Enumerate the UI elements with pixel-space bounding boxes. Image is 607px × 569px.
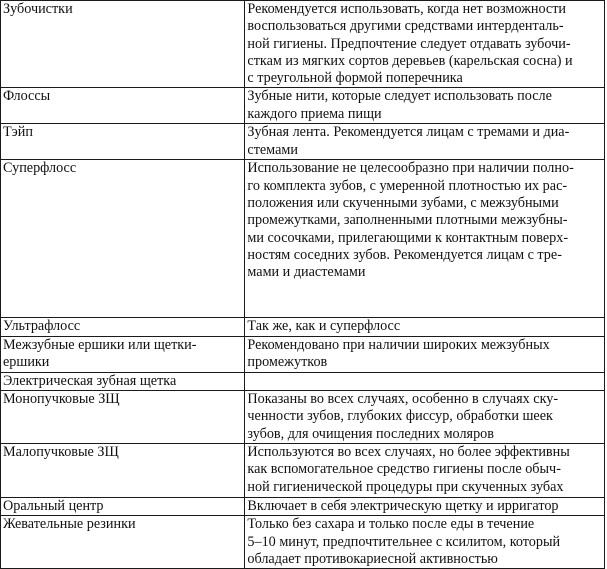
recommendation-line: мами и диастемами [247,264,366,281]
recommendation-line: Зубная лента. Рекомендуется лицам с тремами и диа- [247,124,570,141]
recommendation-line: с треугольной формой поперечника [247,70,463,87]
recommendation-line: обладает противокариесной активностью [247,550,498,567]
table-row [1,498,605,516]
table-row [1,336,605,372]
product-name: Жевательные резинки [3,516,136,533]
table-row [1,160,605,318]
product-name: Оральный центр [3,498,104,515]
recommendation-line: сткам из мягких сортов деревьев (карельская сосна) и [247,52,573,69]
product-name-line: Межзубные ершики или щетки- [3,336,197,353]
recommendation-line: Только без сахара и только после еды в течение [247,516,535,533]
recommendation-line: ной гигиенической процедуры при скученных зубах [247,478,564,495]
recommendation-line: го комплекта зубов, с умеренной плотностью их рас- [247,177,568,194]
table-row [1,88,605,124]
table-row [1,444,605,498]
product-name: Суперфлосс [3,160,77,177]
recommendation-line: Рекомендуется использовать, когда нет возможности [247,1,567,17]
recommendation-line: Использование не целесообразно при наличии полно- [247,160,574,177]
recommendation-line: Зубные нити, которые следует использовать после [247,88,552,105]
table-row [1,1,605,88]
recommendation-line: стемами [247,141,298,158]
recommendation-line: Так же, как и суперфлосс [247,318,401,335]
recommendation-line: ченности зубов, глубоких фиссур, обработки шеек [247,408,553,425]
recommendation-cell [245,336,605,372]
recommendation-cell [245,160,605,318]
product-name: Тэйп [3,124,33,141]
recommendation-line: воспользоваться другими средствами интерденталь- [247,18,564,35]
recommendation-cell [245,372,605,390]
product-name-cell [1,516,245,569]
table-row [1,318,605,336]
table-row [1,372,605,390]
product-name-cell [1,372,245,390]
product-name-cell [1,391,245,444]
product-name: Малопучковые ЗЩ [3,444,119,461]
product-name-cell [1,88,245,124]
recommendation-line: зубов, для очищения последних моляров [247,425,494,442]
recommendation-cell [245,124,605,160]
product-name: Монопучковые ЗЩ [3,391,120,408]
recommendation-line: Показаны во всех случаях, особенно в случаях ску- [247,391,559,408]
product-name: Ультрафлосс [3,318,81,335]
recommendation-line: как вспомогательное средство гигиены после обыч- [247,461,561,478]
product-name-cell [1,318,245,336]
product-name: Флоссы [3,88,51,105]
recommendation-line: ностям соседних зубов. Рекомендуется лицам с тре- [247,246,562,263]
recommendation-line: Используются во всех случаях, но более эффективны [247,444,570,461]
recommendation-cell [245,391,605,444]
recommendation-cell [245,1,605,88]
product-name-cell [1,444,245,498]
product-name-line: ершики [3,354,50,371]
table-row [1,124,605,160]
recommendation-cell [245,516,605,569]
recommendation-cell [245,318,605,336]
product-name-cell [1,336,245,372]
recommendation-line: ми сосочками, прилегающими к контактным поверх- [247,229,569,246]
recommendation-line: Включает в себя электрическую щетку и ирригатор [247,498,559,515]
product-name-cell [1,1,245,88]
product-name-cell [1,124,245,160]
product-name: Электрическая зубная щетка [3,372,177,389]
recommendation-line: промежутками, заполненными плотными межзубны- [247,212,568,229]
recommendation-line: каждого приема пищи [247,105,382,122]
table-row [1,516,605,569]
recommendation-line: ной гигиены. Предпочтение следует отдавать зубочи- [247,35,571,52]
recommendation-line: промежутков [247,354,328,371]
recommendation-cell [245,444,605,498]
recommendation-cell [245,88,605,124]
recommendation-line: 5–10 минут, предпочтительнее с ксилитом, который [247,533,561,550]
table-row [1,391,605,444]
product-name-cell [1,498,245,516]
recommendation-line: положения или скученными зубами, с межзубными [247,195,559,212]
recommendation-line: Рекомендовано при наличии широких межзубных [247,336,550,353]
product-name: Зубочистки [3,1,73,17]
recommendation-cell [245,498,605,516]
product-name-cell [1,160,245,318]
table-body [1,1,605,569]
